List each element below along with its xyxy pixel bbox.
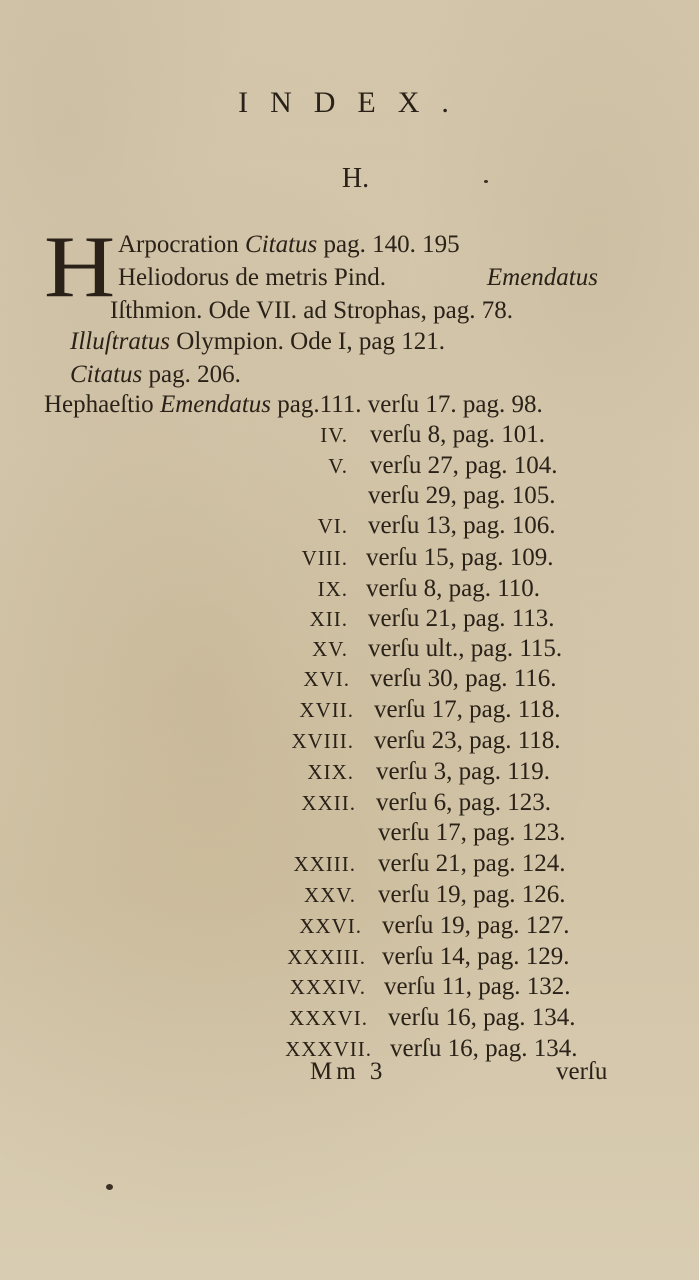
ode-number: V. <box>328 454 348 478</box>
citation: verſu ult., pag. 115. <box>368 635 563 662</box>
citation: verſu 16, pag. 134. <box>390 1035 578 1062</box>
entry-harpocration <box>118 230 460 260</box>
citation: verſu 15, pag. 109. <box>366 544 554 571</box>
entry-text: pag. 206. <box>148 361 241 388</box>
drop-cap: H <box>44 219 116 316</box>
citation: verſu 16, pag. 134. <box>388 1004 576 1031</box>
entry-italic: Emendatus <box>486 264 598 291</box>
entry-text: Heliodorus de metris Pind. <box>118 264 387 291</box>
entry-italic: Citatus <box>245 231 318 258</box>
citation: verſu 3, pag. 119. <box>376 758 551 785</box>
ode-number: XXXVI. <box>289 1006 368 1030</box>
citation: verſu 30, pag. 116. <box>370 665 557 692</box>
entry-text: Olympion. Ode I, pag 121. <box>176 328 445 355</box>
citation: verſu 29, pag. 105. <box>368 482 556 509</box>
citation: verſu 19, pag. 126. <box>378 881 566 908</box>
ode-number: XXXIV. <box>289 975 366 999</box>
page-title: INDEX. <box>238 86 471 119</box>
entry-hephaestio <box>44 390 543 420</box>
catchword: verſu <box>556 1058 608 1085</box>
citation: verſu 14, pag. 129. <box>382 943 570 970</box>
entry-italic: Citatus <box>70 361 143 388</box>
ode-number: XVIII. <box>291 729 354 753</box>
ode-number: XII. <box>309 607 348 631</box>
citation: verſu 21, pag. 113. <box>368 605 555 632</box>
entry-italic: Emendatus <box>159 391 272 418</box>
ode-number: XXVI. <box>299 914 362 938</box>
citation: verſu 11, pag. 132. <box>384 973 571 1000</box>
citation: verſu 17, pag. 123. <box>378 819 566 846</box>
entry-text: Arpocration <box>118 231 239 258</box>
paper-speck <box>484 180 488 183</box>
ode-number: XIX. <box>307 760 354 784</box>
ode-number: IV. <box>320 423 348 447</box>
citation: verſu 8, pag. 110. <box>366 575 541 602</box>
ode-number: VI. <box>317 514 348 538</box>
signature-mark: Mm 3 <box>310 1058 387 1085</box>
ode-number: VIII. <box>301 546 348 570</box>
entry-text: pag. 140. 195 <box>323 231 460 258</box>
citation: verſu 21, pag. 124. <box>378 850 566 877</box>
citation: verſu 6, pag. 123. <box>376 789 551 816</box>
entry-italic: Illuſtratus <box>70 328 171 355</box>
section-letter: H. <box>341 163 370 194</box>
ode-number: XVI. <box>303 667 350 691</box>
entry-heliodorus-line2: Iſthmion. Ode VII. ad Strophas, pag. 78. <box>110 297 513 324</box>
entry-heliodorus-line4 <box>70 360 241 390</box>
entry-text: Hephaeſtio <box>44 391 160 418</box>
citation: verſu 19, pag. 127. <box>382 912 570 939</box>
ode-number: XXXIII. <box>287 945 366 969</box>
citation: verſu 27, pag. 104. <box>370 452 558 479</box>
paper-speck <box>106 1184 113 1190</box>
ode-number: IX. <box>317 577 348 601</box>
entry-heliodorus-line3 <box>70 327 445 357</box>
ode-number: XXIII. <box>293 852 356 876</box>
entry-heliodorus <box>118 263 598 293</box>
citation: verſu 23, pag. 118. <box>374 727 561 754</box>
ode-number: XXV. <box>303 883 356 907</box>
citation: verſu 17, pag. 118. <box>374 696 561 723</box>
ode-number: XV. <box>312 637 348 661</box>
citation: verſu 13, pag. 106. <box>368 512 556 539</box>
ode-number: XXII. <box>301 791 356 815</box>
ode-number: XXXVII. <box>285 1037 372 1061</box>
ode-number: XVII. <box>299 698 354 722</box>
citation: verſu 8, pag. 101. <box>370 421 545 448</box>
entry-text: pag.111. verſu 17. pag. 98. <box>277 391 543 418</box>
